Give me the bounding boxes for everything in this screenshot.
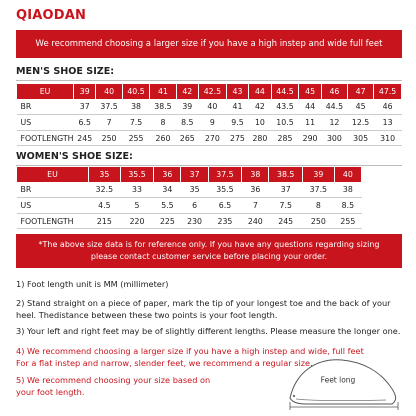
size-cell: 38 bbox=[242, 167, 269, 183]
size-cell: 35.5 bbox=[120, 167, 154, 183]
brand-logo: QIAODAN bbox=[16, 8, 87, 23]
size-cell: 280 bbox=[249, 130, 271, 146]
size-cell: 33 bbox=[120, 182, 154, 198]
size-cell: 255 bbox=[334, 213, 361, 229]
size-cell: 44 bbox=[299, 99, 321, 115]
size-cell: 260 bbox=[150, 130, 176, 146]
size-cell: 12 bbox=[321, 115, 347, 131]
size-cell: 43.5 bbox=[271, 99, 299, 115]
size-row-footlength bbox=[17, 213, 362, 229]
size-cell: 34 bbox=[154, 182, 181, 198]
size-cell: 39 bbox=[302, 167, 334, 183]
size-row-us bbox=[17, 198, 362, 214]
size-cell: 9 bbox=[199, 115, 227, 131]
size-cell: 38 bbox=[122, 99, 150, 115]
recommend-banner: We recommend choosing a larger size if you have a high instep and wide full feet bbox=[16, 30, 402, 58]
row-label: EU bbox=[17, 84, 74, 100]
toe-mark bbox=[293, 395, 295, 397]
size-cell: 37 bbox=[269, 182, 303, 198]
size-cell: 225 bbox=[154, 213, 181, 229]
row-label: EU bbox=[17, 167, 89, 183]
size-cell: 6.5 bbox=[74, 115, 96, 131]
reference-note bbox=[16, 234, 402, 268]
size-cell: 240 bbox=[242, 213, 269, 229]
size-cell: 270 bbox=[199, 130, 227, 146]
size-cell: 37.5 bbox=[96, 99, 122, 115]
size-row-footlength bbox=[17, 130, 402, 146]
size-row-br bbox=[17, 182, 362, 198]
foot-length-illustration bbox=[286, 352, 408, 412]
size-cell: 45 bbox=[299, 84, 321, 100]
size-cell: 46 bbox=[374, 99, 402, 115]
size-cell: 7 bbox=[242, 198, 269, 214]
size-cell: 38.5 bbox=[150, 99, 176, 115]
size-cell: 8.5 bbox=[334, 198, 361, 214]
size-cell: 42 bbox=[249, 99, 271, 115]
size-cell: 7.5 bbox=[269, 198, 303, 214]
size-cell: 6.5 bbox=[208, 198, 242, 214]
tip-5-line-1: 5) We recommend choosing your size based on bbox=[16, 375, 211, 385]
size-cell: 40 bbox=[96, 84, 122, 100]
size-cell: 245 bbox=[269, 213, 303, 229]
size-cell: 41 bbox=[226, 99, 248, 115]
tip-3: 3) Your left and right feet may be of slightly different lengths. Please measure the longer one. bbox=[16, 326, 401, 336]
row-label: FOOTLENGTH bbox=[17, 213, 89, 229]
size-cell: 46 bbox=[321, 84, 347, 100]
size-cell: 13 bbox=[374, 115, 402, 131]
size-cell: 290 bbox=[299, 130, 321, 146]
size-cell: 10 bbox=[249, 115, 271, 131]
size-cell: 37.5 bbox=[208, 167, 242, 183]
size-cell: 7.5 bbox=[122, 115, 150, 131]
size-cell: 11 bbox=[299, 115, 321, 131]
size-cell: 8 bbox=[302, 198, 334, 214]
size-cell: 245 bbox=[74, 130, 96, 146]
size-cell: 41 bbox=[150, 84, 176, 100]
size-cell: 5.5 bbox=[154, 198, 181, 214]
size-cell: 215 bbox=[89, 213, 121, 229]
row-label: US bbox=[17, 198, 89, 214]
size-cell: 300 bbox=[321, 130, 347, 146]
size-cell: 47.5 bbox=[374, 84, 402, 100]
size-cell: 255 bbox=[122, 130, 150, 146]
size-cell: 39 bbox=[176, 99, 198, 115]
tip-2-line-1: 2) Stand straight on a piece of paper, mark the tip of your longest toe and the back of your bbox=[16, 298, 391, 308]
size-cell: 4.5 bbox=[89, 198, 121, 214]
size-cell: 32.5 bbox=[89, 182, 121, 198]
size-cell: 38.5 bbox=[269, 167, 303, 183]
row-label: BR bbox=[17, 182, 89, 198]
size-cell: 42.5 bbox=[199, 84, 227, 100]
tip-5-line-2: your foot length. bbox=[16, 387, 85, 397]
size-cell: 35.5 bbox=[208, 182, 242, 198]
size-cell: 8 bbox=[150, 115, 176, 131]
women-size-title: WOMEN'S SHOE SIZE: bbox=[16, 151, 133, 162]
tip-4-line-1: 4) We recommend choosing a larger size if you have a high instep and wide, full feet bbox=[16, 346, 364, 356]
size-cell: 36 bbox=[154, 167, 181, 183]
size-cell: 38 bbox=[334, 182, 361, 198]
size-cell: 45 bbox=[348, 99, 374, 115]
size-cell: 235 bbox=[208, 213, 242, 229]
size-cell: 36 bbox=[242, 182, 269, 198]
size-row-eu bbox=[17, 167, 362, 183]
tip-1: 1) Foot length unit is MM (millimeter) bbox=[16, 279, 169, 289]
size-cell: 44.5 bbox=[321, 99, 347, 115]
size-cell: 42 bbox=[176, 84, 198, 100]
size-cell: 230 bbox=[181, 213, 208, 229]
size-cell: 275 bbox=[226, 130, 248, 146]
size-cell: 44 bbox=[249, 84, 271, 100]
women-size-table bbox=[16, 166, 362, 229]
row-label: US bbox=[17, 115, 74, 131]
divider bbox=[16, 80, 402, 81]
size-cell: 5 bbox=[120, 198, 154, 214]
size-row-br bbox=[17, 99, 402, 115]
tip-4-line-2: For a flat instep and narrow, slender feet, we recommend a regular size. bbox=[16, 358, 313, 368]
size-row-us bbox=[17, 115, 402, 131]
size-cell: 44.5 bbox=[271, 84, 299, 100]
size-cell: 10.5 bbox=[271, 115, 299, 131]
size-cell: 40.5 bbox=[122, 84, 150, 100]
size-cell: 250 bbox=[96, 130, 122, 146]
size-cell: 35 bbox=[89, 167, 121, 183]
size-cell: 47 bbox=[348, 84, 374, 100]
size-cell: 35 bbox=[181, 182, 208, 198]
men-size-table bbox=[16, 83, 402, 146]
tip-2-line-2: heel. Thedistance between these two points is your foot length. bbox=[16, 310, 278, 320]
size-cell: 43 bbox=[226, 84, 248, 100]
size-cell: 37 bbox=[181, 167, 208, 183]
size-cell: 39 bbox=[74, 84, 96, 100]
size-cell: 220 bbox=[120, 213, 154, 229]
size-cell: 310 bbox=[374, 130, 402, 146]
size-cell: 8.5 bbox=[176, 115, 198, 131]
size-row-eu bbox=[17, 84, 402, 100]
size-cell: 12.5 bbox=[348, 115, 374, 131]
row-label: BR bbox=[17, 99, 74, 115]
size-cell: 250 bbox=[302, 213, 334, 229]
size-cell: 37.5 bbox=[302, 182, 334, 198]
size-cell: 40 bbox=[334, 167, 361, 183]
reference-note-text: *The above size data is for reference only. If you have any questions regarding sizing please contact customer service before placing your order. bbox=[38, 240, 380, 261]
size-cell: 6 bbox=[181, 198, 208, 214]
size-cell: 285 bbox=[271, 130, 299, 146]
size-cell: 37 bbox=[74, 99, 96, 115]
size-cell: 40 bbox=[199, 99, 227, 115]
size-cell: 305 bbox=[348, 130, 374, 146]
size-cell: 265 bbox=[176, 130, 198, 146]
men-size-title: MEN'S SHOE SIZE: bbox=[16, 66, 115, 77]
foot-length-label: Feet long bbox=[320, 375, 356, 385]
size-cell: 9.5 bbox=[226, 115, 248, 131]
row-label: FOOTLENGTH bbox=[17, 130, 74, 146]
size-cell: 7 bbox=[96, 115, 122, 131]
